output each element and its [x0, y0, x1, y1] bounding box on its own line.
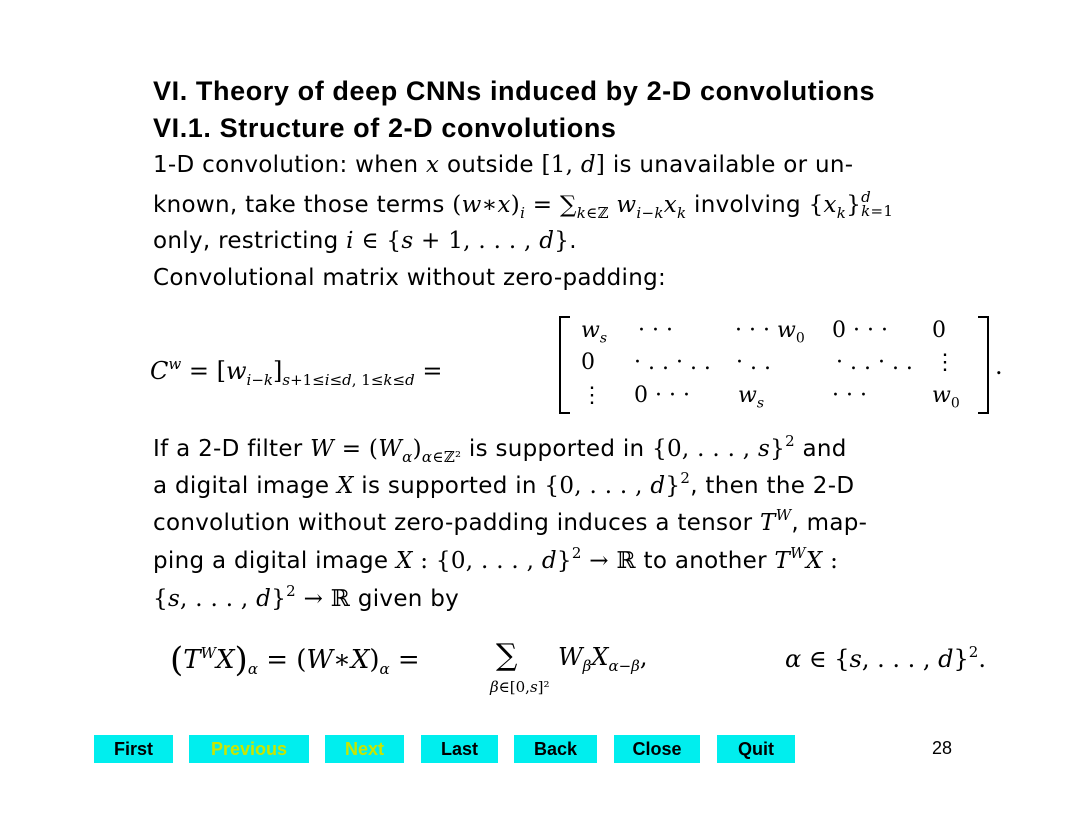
matrix-cell: 0 · · · — [634, 383, 690, 408]
matrix-cell: · . . · . . — [836, 350, 913, 375]
matrix-cell: · · · — [638, 318, 673, 343]
para2-line3: convolution without zero-padding induces a tensor $T^W$, map- — [153, 506, 868, 536]
nav-close-button[interactable]: Close — [614, 735, 700, 763]
para2-line1: If a 2-D filter $W = (W_\alpha)_{\alpha\in ℤ^2}$ is supported in {0, . . . , s}$^2$ and — [153, 432, 847, 466]
nav-previous-button[interactable]: Previous — [189, 735, 309, 763]
para1-line1: 1-D convolution: when x outside [1, d] is unavailable or un- — [153, 152, 854, 178]
alpha-domain: α ∈ {s, . . . , d}$^2$. — [785, 643, 986, 673]
matrix-cell: · . . — [736, 350, 771, 375]
nav-next-button[interactable]: Next — [325, 735, 404, 763]
matrix-cell: $w_s$ — [738, 383, 765, 412]
page-number: 28 — [932, 738, 953, 758]
sum-symbol: ∑ — [496, 638, 518, 673]
matrix-cell: · . . · . . — [634, 350, 711, 375]
matrix-cell: 0 · · · — [832, 318, 888, 343]
para2-line5: {s, . . . , d}$^2$ → ℝ given by — [153, 582, 460, 612]
matrix-cell: · · · — [832, 383, 867, 408]
para2-line4: ping a digital image X : {0, . . . , d}$^2$ → ℝ to another $T^WX$ : — [153, 544, 839, 574]
sum-term: $W_\beta X_{\alpha-\beta}$, — [558, 643, 648, 675]
matrix-cell: $w_s$ — [581, 318, 608, 347]
matrix-cell: 0 — [932, 318, 946, 343]
matrix-cell: · · · $w_0$ — [735, 318, 805, 347]
nav-last-button[interactable]: Last — [421, 735, 498, 763]
sum-range: β∈[0,s]² — [490, 678, 550, 696]
matrix-left-bracket — [559, 316, 570, 414]
subsection-title: VI.1. Structure of 2-D convolutions — [153, 113, 617, 143]
para1-line2: known, take those terms $(w∗x)_i = \sum_{k\in ℤ}$ $w_{i-k}x_k$ involving $\{x_k\}d$ k=1 — [153, 188, 894, 222]
para2-line2: a digital image X is supported in {0, . . . , d}$^2$, then the 2-D — [153, 469, 855, 499]
matrix-cell: 0 — [581, 350, 595, 375]
nav-first-button[interactable]: First — [94, 735, 173, 763]
tensor-equation: $(T^WX)_\alpha$ = $(W∗X)_\alpha$ = — [170, 640, 420, 680]
matrix-cell: ⋮ — [934, 350, 956, 375]
nav-back-button[interactable]: Back — [514, 735, 597, 763]
matrix-cell: ⋮ — [581, 383, 603, 408]
matrix-right-bracket — [978, 316, 989, 414]
matrix-period: . — [995, 352, 1003, 380]
section-title: VI. Theory of deep CNNs induced by 2-D convolutions — [153, 76, 876, 106]
matrix-cell: $w_0$ — [932, 383, 960, 412]
nav-quit-button[interactable]: Quit — [717, 735, 795, 763]
matrix-lhs: $C^w = [w_{i-k}]_{s+1\le i\le d, 1\le k\le d}$ = — [150, 355, 443, 389]
para1-line3: only, restricting i ∈ {s + 1, . . . , d}. — [153, 228, 577, 254]
matrix-label: Convolutional matrix without zero-padding: — [153, 265, 667, 291]
